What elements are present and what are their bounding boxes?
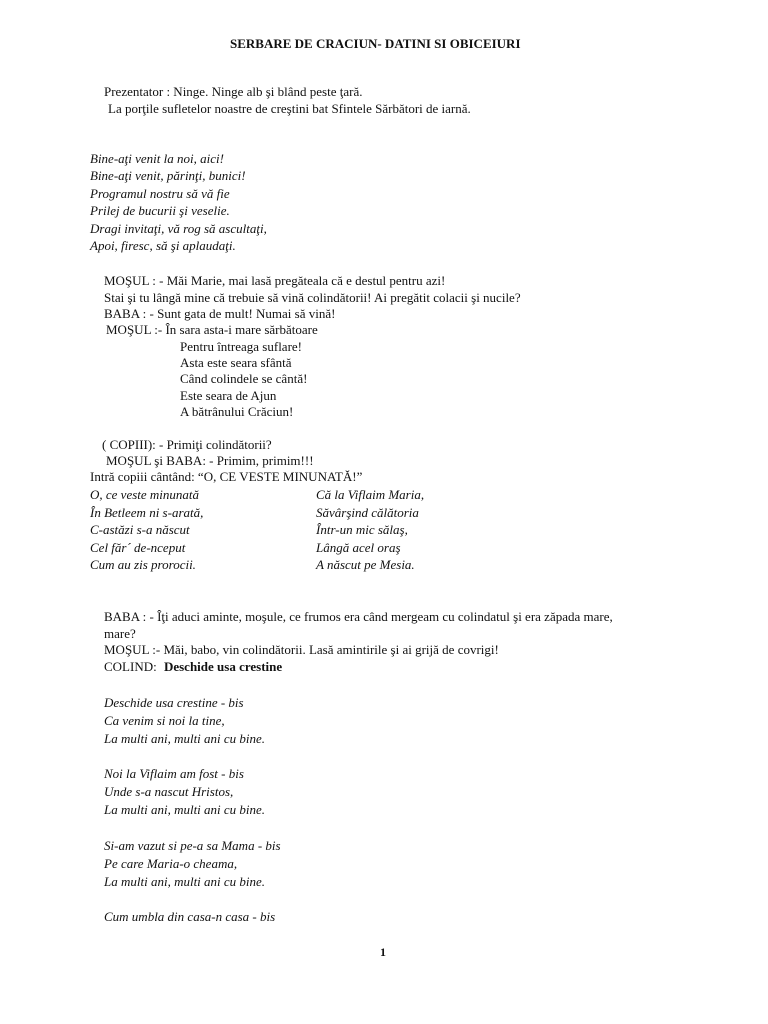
dialogue-line: Stai şi tu lângă mine că trebuie să vină colindătorii! Ai pregătit colacii şi nucile? — [104, 290, 521, 305]
carol2-line: Cum umbla din casa-n casa - bis — [104, 909, 276, 924]
colind-label: COLIND: — [104, 659, 157, 674]
dialogue-line: MOŞUL :- Măi, babo, vin colindătorii. Lasă amintirile şi ai grijă de covrigi! — [104, 642, 499, 657]
poem-line: Programul nostru să vă fie — [90, 186, 230, 201]
intro-line: Prezentator : Ninge. Ninge alb şi blând peste ţară. — [104, 84, 363, 99]
colind-title: Deschide usa crestine — [163, 659, 283, 674]
dialogue-line: BABA : - Sunt gata de mult! Numai să vină! — [104, 306, 336, 321]
intro-line: La porţile sufletelor noastre de creştini bat Sfintele Sărbători de iarnă. — [108, 101, 471, 116]
dialogue-line: MOŞUL :- În sara asta-i mare sărbătoare — [106, 322, 318, 337]
poem-line: Prilej de bucurii şi veselie. — [90, 203, 230, 218]
colind-heading — [104, 659, 282, 675]
poem-line: Bine-aţi venit la noi, aici! — [90, 151, 224, 166]
carol-line-right: Într-un mic sălaş, — [316, 522, 408, 537]
poem-line: Dragi invitaţi, vă rog să ascultaţi, — [90, 221, 267, 236]
verse-line: A bătrânului Crăciun! — [180, 404, 294, 419]
dialogue-line: BABA : - Îţi aduci aminte, moşule, ce frumos era când mergeam cu colindatul şi era zăpada mare, — [104, 609, 613, 624]
carol2-line: Noi la Viflaim am fost - bis — [104, 766, 244, 781]
carol-line-left: Cel făr´ de-nceput — [90, 540, 186, 555]
carol-line-left: În Betleem ni s-arată, — [90, 505, 204, 520]
poem-line: Bine-aţi venit, părinţi, bunici! — [90, 168, 246, 183]
poem-line: Apoi, firesc, să şi aplaudaţi. — [90, 238, 236, 253]
dialogue-line: mare? — [104, 626, 136, 641]
verse-line: Când colindele se cântă! — [180, 371, 308, 386]
carol2-line: La multi ani, multi ani cu bine. — [104, 874, 266, 889]
verse-line: Pentru întreaga suflare! — [180, 339, 303, 354]
dialogue-line: Intră copiii cântând: “O, CE VESTE MINUNATĂ!” — [90, 469, 363, 484]
document-title: SERBARE DE CRACIUN- DATINI SI OBICEIURI — [230, 36, 521, 51]
carol-line-left: C-astăzi s-a născut — [90, 522, 190, 537]
carol2-line: La multi ani, multi ani cu bine. — [104, 731, 266, 746]
verse-line: Este seara de Ajun — [180, 388, 277, 403]
carol-line-left: Cum au zis prorocii. — [90, 557, 196, 572]
carol2-line: Deschide usa crestine - bis — [104, 695, 244, 710]
verse-line: Asta este seara sfântă — [180, 355, 292, 370]
carol-line-right: Că la Viflaim Maria, — [316, 487, 425, 502]
carol2-line: La multi ani, multi ani cu bine. — [104, 802, 266, 817]
carol2-line: Si-am vazut si pe-a sa Mama - bis — [104, 838, 281, 853]
carol2-line: Pe care Maria-o cheama, — [104, 856, 238, 871]
carol-line-right: Lângă acel oraş — [316, 540, 401, 555]
carol-line-right: Săvârşind călătoria — [316, 505, 419, 520]
carol2-line: Unde s-a nascut Hristos, — [104, 784, 234, 799]
page-number: 1 — [380, 945, 386, 959]
carol2-line: Ca venim si noi la tine, — [104, 713, 225, 728]
dialogue-line: MOŞUL şi BABA: - Primim, primim!!! — [106, 453, 314, 468]
dialogue-line: ( COPIII): - Primiţi colindătorii? — [102, 437, 272, 452]
carol-line-right: A născut pe Mesia. — [316, 557, 415, 572]
dialogue-line: MOŞUL : - Măi Marie, mai lasă pregăteala că e destul pentru azi! — [104, 273, 446, 288]
carol-line-left: O, ce veste minunată — [90, 487, 200, 502]
